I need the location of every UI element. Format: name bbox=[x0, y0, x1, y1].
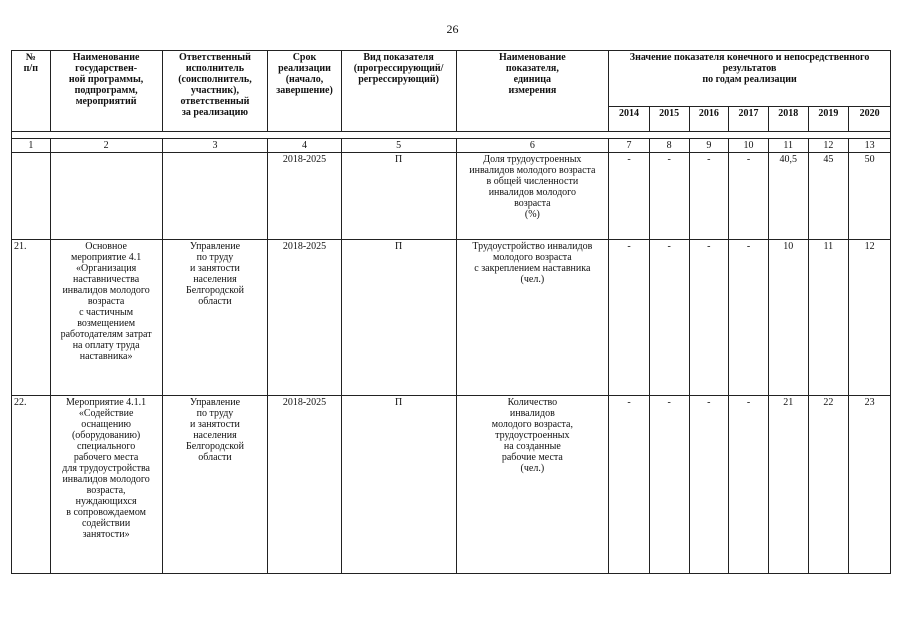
indicator-table bbox=[11, 50, 891, 574]
table-row bbox=[12, 153, 891, 240]
header-year: 2020 bbox=[849, 107, 891, 132]
column-number: 12 bbox=[808, 139, 849, 153]
row-executor: Управление по труду и занятости населения Белгородской области bbox=[162, 395, 268, 573]
row-value: - bbox=[609, 240, 650, 396]
table-row bbox=[12, 240, 891, 396]
column-number: 9 bbox=[689, 139, 729, 153]
row-value: 45 bbox=[808, 153, 849, 240]
header-year: 2016 bbox=[689, 107, 729, 132]
header-executor: Ответственный исполнитель (соисполнитель, участник), ответственный за реализацию bbox=[162, 51, 268, 132]
column-number: 5 bbox=[341, 139, 456, 153]
row-value: - bbox=[649, 153, 689, 240]
row-value: 40,5 bbox=[768, 153, 808, 240]
row-value: - bbox=[689, 153, 729, 240]
column-number: 1 bbox=[12, 139, 51, 153]
header-year: 2015 bbox=[649, 107, 689, 132]
header-year: 2018 bbox=[768, 107, 808, 132]
column-number: 8 bbox=[649, 139, 689, 153]
header-indicator-type: Вид показателя (прогрессирующий/ регрессирующий) bbox=[341, 51, 456, 132]
row-num bbox=[12, 153, 51, 240]
row-program-name: Мероприятие 4.1.1 «Содействие оснащению (оборудованию) специального рабочего места для трудоустройства инвалидов молодого возраста, нуждающихся в сопровождаемом содействии занятости» bbox=[50, 395, 162, 573]
row-value: 12 bbox=[849, 240, 891, 396]
column-number: 13 bbox=[849, 139, 891, 153]
row-value: - bbox=[689, 240, 729, 396]
column-number: 3 bbox=[162, 139, 268, 153]
row-value: - bbox=[649, 395, 689, 573]
row-program-name bbox=[50, 153, 162, 240]
row-value: - bbox=[689, 395, 729, 573]
column-number: 11 bbox=[768, 139, 808, 153]
row-indicator-type: П bbox=[341, 395, 456, 573]
header-program-name: Наименование государствен- ной программы, подпрограмм, мероприятий bbox=[50, 51, 162, 132]
column-number: 10 bbox=[729, 139, 769, 153]
header-period: Срок реализации (начало, завершение) bbox=[268, 51, 341, 132]
row-num: 22. bbox=[12, 395, 51, 573]
row-value: 21 bbox=[768, 395, 808, 573]
header-year: 2019 bbox=[808, 107, 849, 132]
row-period: 2018-2025 bbox=[268, 395, 341, 573]
column-number: 2 bbox=[50, 139, 162, 153]
row-indicator-name: Доля трудоустроенных инвалидов молодого возраста в общей численности инвалидов молодого возраста (%) bbox=[456, 153, 609, 240]
row-value: 11 bbox=[808, 240, 849, 396]
row-value: 50 bbox=[849, 153, 891, 240]
row-indicator-type: П bbox=[341, 240, 456, 396]
column-number: 7 bbox=[609, 139, 650, 153]
page-number: 26 bbox=[446, 22, 459, 36]
row-value: - bbox=[729, 240, 769, 396]
table-row bbox=[12, 395, 891, 573]
row-executor bbox=[162, 153, 268, 240]
row-num: 21. bbox=[12, 240, 51, 396]
row-value: 22 bbox=[808, 395, 849, 573]
row-executor: Управление по труду и занятости населения Белгородской области bbox=[162, 240, 268, 396]
column-number: 6 bbox=[456, 139, 609, 153]
header-indicator-name: Наименование показателя, единица измерения bbox=[456, 51, 609, 132]
header-values-group: Значение показателя конечного и непосредственного результатов по годам реализации bbox=[609, 51, 891, 107]
row-value: - bbox=[729, 395, 769, 573]
row-indicator-name: Количество инвалидов молодого возраста, трудоустроенных на созданные рабочие места (чел.) bbox=[456, 395, 609, 573]
row-indicator-type: П bbox=[341, 153, 456, 240]
column-number: 4 bbox=[268, 139, 341, 153]
row-program-name: Основное мероприятие 4.1 «Организация наставничества инвалидов молодого возраста с частичным возмещением работодателям затрат на оплату труда наставника» bbox=[50, 240, 162, 396]
row-indicator-name: Трудоустройство инвалидов молодого возраста с закреплением наставника (чел.) bbox=[456, 240, 609, 396]
row-value: - bbox=[609, 395, 650, 573]
header-spacer bbox=[12, 132, 891, 139]
row-value: - bbox=[649, 240, 689, 396]
row-period: 2018-2025 bbox=[268, 240, 341, 396]
header-num: № п/п bbox=[12, 51, 51, 132]
row-value: - bbox=[609, 153, 650, 240]
row-value: 23 bbox=[849, 395, 891, 573]
row-value: - bbox=[729, 153, 769, 240]
row-period: 2018-2025 bbox=[268, 153, 341, 240]
row-value: 10 bbox=[768, 240, 808, 396]
header-year: 2017 bbox=[729, 107, 769, 132]
header-year: 2014 bbox=[609, 107, 650, 132]
